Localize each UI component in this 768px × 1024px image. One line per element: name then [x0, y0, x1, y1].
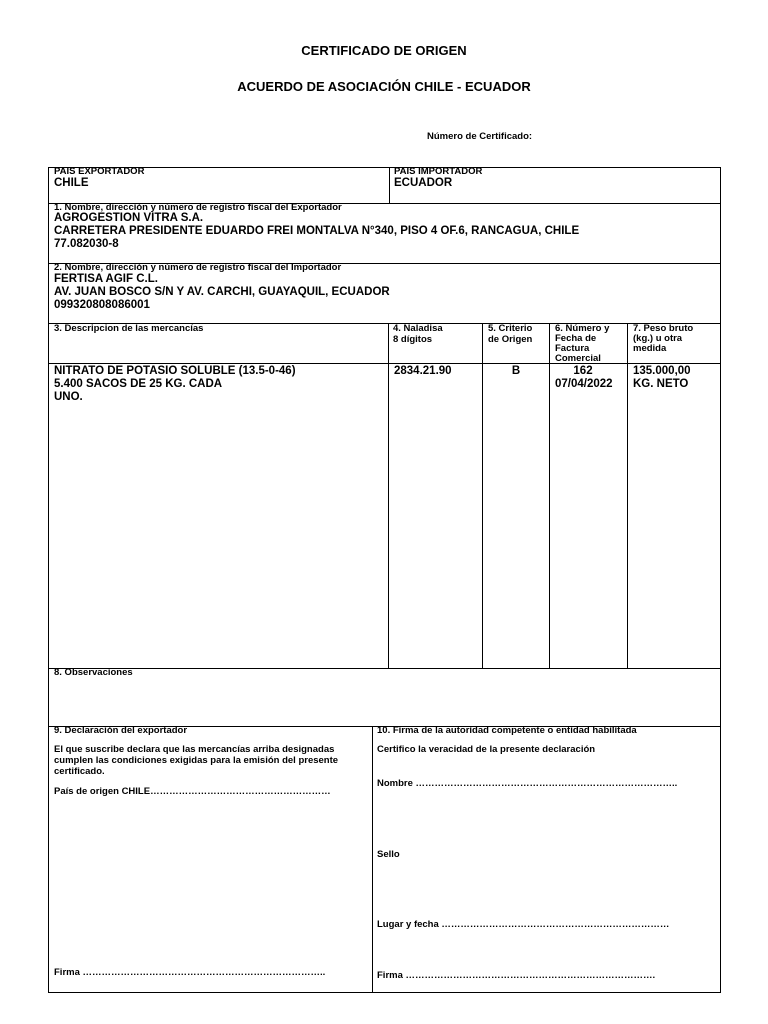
declaration-text-line3: certificado.: [54, 766, 105, 777]
criterion-header-line1: 5. Criterio: [488, 323, 533, 334]
invoice-header-line2: Fecha de: [555, 333, 597, 344]
observations-label: 8. Observaciones: [54, 667, 133, 678]
goods-weight-unit: KG. NETO: [633, 378, 689, 390]
declaration-text-line1: El que suscribe declara que las mercancías arriba designadas: [54, 744, 335, 755]
invoice-header-line4: Comercial: [555, 353, 601, 364]
importer-tax-id: 099320808086001: [54, 299, 150, 311]
declaration-label: 9. Declaración del exportador: [54, 725, 188, 736]
naladisa-header-line2: 8 dígitos: [393, 334, 433, 345]
weight-header-line2: (kg.) u otra: [633, 333, 683, 344]
invoice-header-line3: Factura: [555, 343, 590, 354]
description-header: 3. Descripcion de las mercancías: [54, 323, 204, 334]
goods-description-line2: 5.400 SACOS DE 25 KG. CADA: [54, 378, 223, 390]
weight-header-line1: 7. Peso bruto: [633, 323, 694, 334]
importer-country-label: PAIS IMPORTADOR: [394, 166, 483, 177]
authority-signature-line: Firma …………………………………………………………………….: [377, 970, 656, 981]
certificate-number-label: Número de Certificado:: [427, 131, 533, 142]
exporter-label: 1. Nombre, dirección y número de registro fiscal del Exportador: [54, 202, 342, 213]
authority-place-date-line: Lugar y fecha ………………………………………………………………: [377, 919, 670, 930]
page-subtitle: ACUERDO DE ASOCIACIÓN CHILE - ECUADOR: [237, 79, 531, 94]
weight-header-line3: medida: [633, 343, 667, 354]
authority-seal-label: Sello: [377, 849, 400, 860]
declaration-text-line2: cumplen las condiciones exigidas para la emisión del presente: [54, 755, 339, 766]
invoice-header-line1: 6. Número y: [555, 323, 610, 334]
importer-name: FERTISA AGIF C.L.: [54, 273, 158, 285]
exporter-name: AGROGESTION VITRA S.A.: [54, 212, 204, 224]
exporter-country-label: PAIS EXPORTADOR: [54, 166, 145, 177]
goods-weight: 135.000,00: [633, 365, 691, 377]
criterion-header-line2: de Origen: [488, 334, 533, 345]
exporter-country-value: CHILE: [54, 177, 89, 189]
page-title: CERTIFICADO DE ORIGEN: [301, 43, 467, 58]
goods-origin-criterion: B: [511, 365, 521, 377]
naladisa-header-line1: 4. Naladisa: [393, 323, 443, 334]
goods-invoice-number: 162: [573, 365, 593, 377]
goods-description-line1: NITRATO DE POTASIO SOLUBLE (13.5-0-46): [54, 365, 296, 377]
exporter-signature-line: Firma …………………………………………………………………..: [54, 967, 326, 978]
authority-certify-text: Certifico la veracidad de la presente declaración: [377, 744, 596, 755]
exporter-address: CARRETERA PRESIDENTE EDUARDO FREI MONTALVA N°340, PISO 4 OF.6, RANCAGUA, CHILE: [54, 225, 580, 237]
origin-country-line: País de origen CHILE…………………………………………………: [54, 786, 331, 797]
authority-label: 10. Firma de la autoridad competente o entidad habilitada: [377, 725, 637, 736]
importer-label: 2. Nombre, dirección y número de registro fiscal del Importador: [54, 262, 342, 273]
goods-naladisa-code: 2834.21.90: [394, 365, 452, 377]
importer-address: AV. JUAN BOSCO S/N Y AV. CARCHI, GUAYAQUIL, ECUADOR: [54, 286, 390, 298]
importer-country-value: ECUADOR: [394, 177, 453, 189]
goods-description-line3: UNO.: [54, 391, 83, 403]
authority-name-line: Nombre ………………………………………………………………………..: [377, 778, 678, 789]
exporter-tax-id: 77.082030-8: [54, 238, 119, 250]
goods-invoice-date: 07/04/2022: [555, 378, 613, 390]
